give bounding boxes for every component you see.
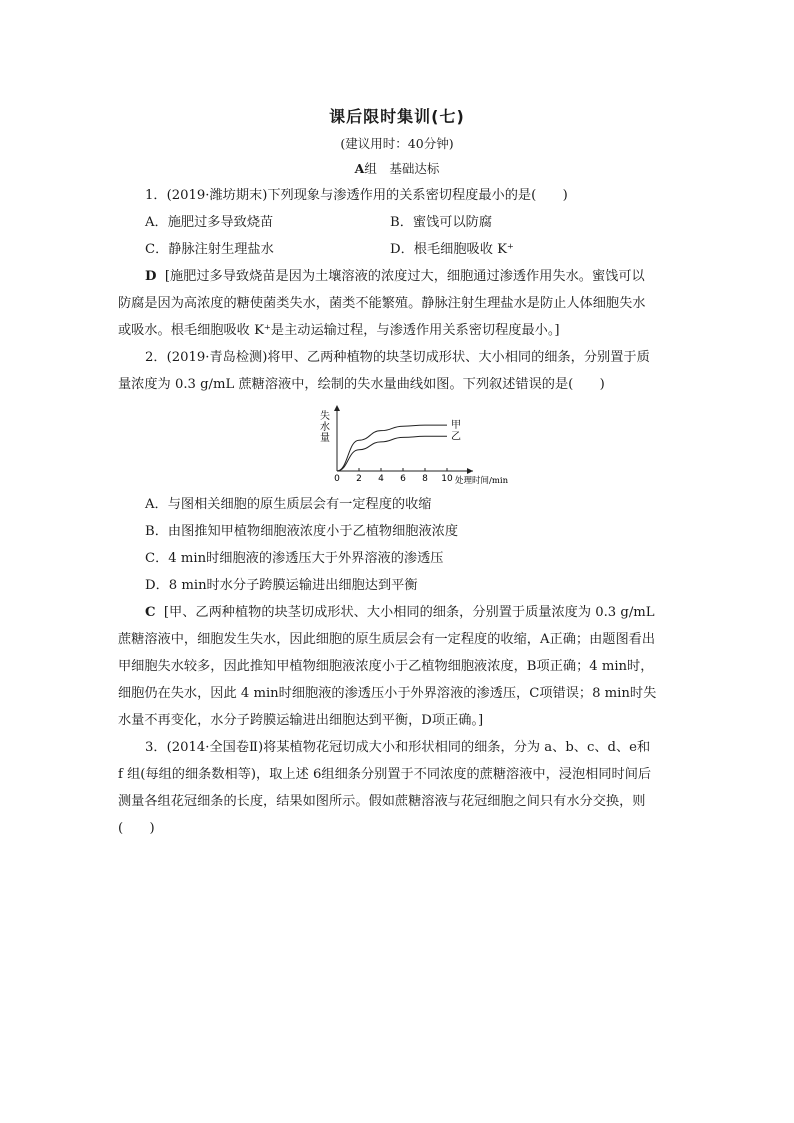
x-tick-label: 6 xyxy=(400,474,406,484)
q2-explanation-line-2: 蔗糖溶液中，细胞发生失水，因此细胞的原生质层会有一定程度的收缩，A正确；由题图看出 xyxy=(118,632,656,647)
q1-option-b: B．蜜饯可以防腐 xyxy=(390,215,493,230)
q2-exp-1: [甲、乙两种植物的块茎切成形状、大小相同的细条，分别置于质量浓度为 0.3 g/mL xyxy=(163,605,655,620)
q2-stem-line-1: 2．(2019·青岛检测)将甲、乙两种植物的块茎切成形状、大小相同的细条，分别置于质 xyxy=(145,350,650,365)
q3-stem-line-4: ( ) xyxy=(118,821,155,836)
q1-option-a: A．施肥过多导致烧苗 xyxy=(145,215,274,230)
q1-explanation-line-3: 或吸水。根毛细胞吸收 K⁺是主动运输过程，与渗透作用关系密切程度最小。] xyxy=(118,323,560,338)
q1-option-c: C．静脉注射生理盐水 xyxy=(145,242,274,257)
group-letter: A xyxy=(354,161,365,176)
group-name: 组 基础达标 xyxy=(364,161,440,176)
series-label: 乙 xyxy=(451,431,461,443)
y-axis-label-char: 量 xyxy=(320,433,330,444)
q1-option-d: D．根毛细胞吸收 K⁺ xyxy=(390,242,514,257)
x-tick-label: 10 xyxy=(441,474,453,484)
q1-exp-1: [施肥过多导致烧苗是因为土壤溶液的浓度过大，细胞通过渗透作用失水。蜜饯可以 xyxy=(164,269,645,284)
y-axis-label-char: 水 xyxy=(320,422,330,433)
x-tick-label: 0 xyxy=(334,474,340,484)
x-axis-label: 处理时间/min xyxy=(455,476,509,485)
y-axis-label-char: 失 xyxy=(320,411,330,422)
x-tick-label: 4 xyxy=(378,474,384,484)
q2-explanation-line-5: 水量不再变化，水分子跨膜运输进出细胞达到平衡，D项正确。] xyxy=(118,713,484,728)
y-axis-arrow xyxy=(334,405,340,411)
q1-stem: 1．(2019·潍坊期末)下列现象与渗透作用的关系密切程度最小的是( ) xyxy=(145,188,568,203)
q1-explanation-line-2: 防腐是因为高浓度的糖使菌类失水，菌类不能繁殖。静脉注射生理盐水是防止人体细胞失水 xyxy=(118,296,646,311)
q2-stem-line-2: 量浓度为 0.3 g/mL 蔗糖溶液中，绘制的失水量曲线如图。下列叙述错误的是( ) xyxy=(118,377,605,392)
q2-option-a: A．与图相关细胞的原生质层会有一定程度的收缩 xyxy=(145,497,432,512)
x-axis-arrow xyxy=(467,468,473,474)
q3-stem-line-3: 测量各组花冠细条的长度，结果如图所示。假如蔗糖溶液与花冠细胞之间只有水分交换，则 xyxy=(118,794,646,809)
page-subtitle: (建议用时：40分钟) xyxy=(340,136,454,151)
x-tick-label: 8 xyxy=(422,474,428,484)
q1-explanation-line-1 xyxy=(145,267,645,287)
q3-stem-line-1: 3．(2014·全国卷Ⅱ)将某植物花冠切成大小和形状相同的细条，分为 a、b、c、d、e和 xyxy=(145,740,651,755)
series-line xyxy=(337,425,447,471)
series-label: 甲 xyxy=(451,420,461,432)
q2-answer: C xyxy=(145,605,156,620)
q2-option-d: D．8 min时水分子跨膜运输进出细胞达到平衡 xyxy=(145,578,418,593)
series-line xyxy=(337,436,447,471)
q2-explanation-line-1 xyxy=(145,603,655,623)
q2-option-b: B．由图推知甲植物细胞液浓度小于乙植物细胞液浓度 xyxy=(145,524,459,539)
q3-stem-line-2: f 组(每组的细条数相等)，取上述 6组细条分别置于不同浓度的蔗糖溶液中，浸泡相同时间后 xyxy=(118,767,652,782)
q2-explanation-line-4: 细胞仍在失水，因此 4 min时细胞液的渗透压小于外界溶液的渗透压，C项错误；8 min时失 xyxy=(118,686,657,701)
q2-option-c: C．4 min时细胞液的渗透压大于外界溶液的渗透压 xyxy=(145,551,444,566)
q1-answer: D xyxy=(145,269,157,284)
x-tick-label: 2 xyxy=(356,474,362,484)
q2-explanation-line-3: 甲细胞失水较多，因此推知甲植物细胞液浓度小于乙植物细胞液浓度，B项正确；4 min时， xyxy=(118,659,654,674)
water-loss-chart xyxy=(315,405,515,485)
group-heading xyxy=(0,159,794,177)
page-title: 课后限时集训(七) xyxy=(329,107,465,126)
